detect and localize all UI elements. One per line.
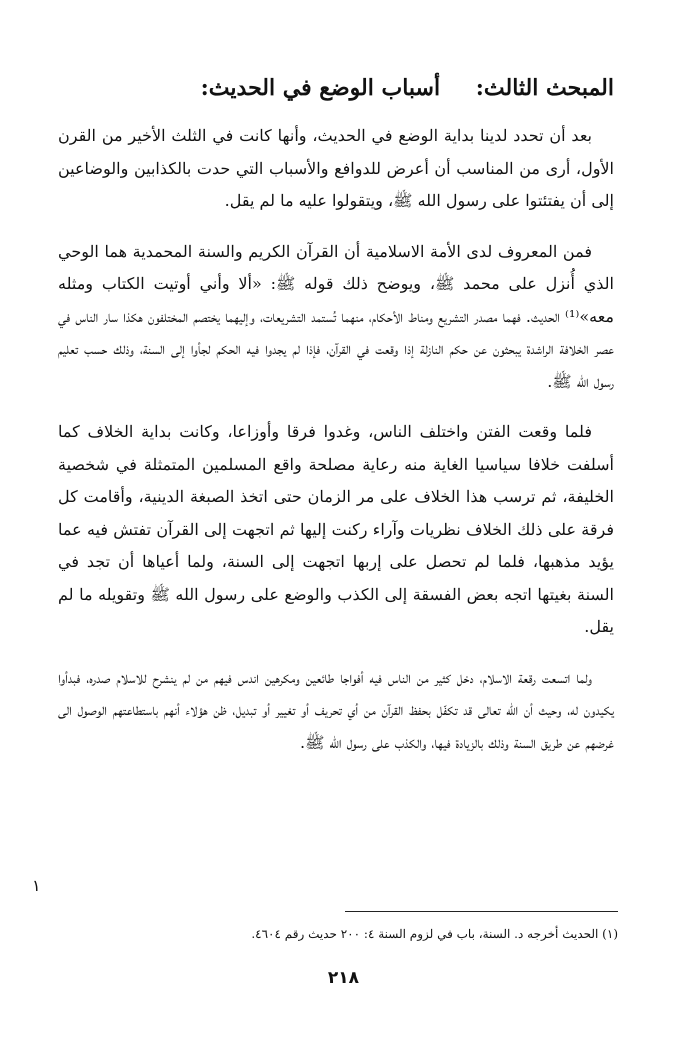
main-text	[58, 68, 614, 777]
section-heading	[58, 68, 614, 108]
footnote-divider	[345, 911, 618, 912]
margin-mark: ١	[32, 876, 41, 895]
footnote: (١) الحديث أخرجه د. السنة، باب في لزوم السنة ٤: ٢٠٠ حديث رقم ٤٦٠٤.	[251, 927, 618, 941]
paragraph-3: فلما وقعت الفتن واختلف الناس، وغدوا فرقا وأوزاعا، وكانت بداية الخلاف كما أسلفت خلافا سياسيا الغاية منه رعاية مصلحة واقع المسلمين المتمثلة في شخصية الخليفة، ثم ترسب هذا الخلاف على مر الزمان حتى اتخذ الصبغة الدينية، وأقامت كل فرقة على ذلك الخلاف نظريات وآراء ركنت إليها ثم اتجهت إلى القرآن تفتش فيه عما يؤيد مذهبها، فلما لم تحصل على إربها اتجهت إلى السنة، ولما أعياها أن تجد في السنة بغيتها اتجه بعض الفسقة إلى الكذب والوضع على رسول الله ﷺ وتقويله ما لم يقل.	[58, 422, 614, 636]
page-number: ٢١٨	[327, 968, 360, 988]
paragraph-2: فمن المعروف لدى الأمة الاسلامية أن القرآن الكريم والسنة المحمدية هما الوحي الذي أُنزل على محمد ﷺ، ويوضح ذلك قوله ﷺ: «ألا وأني أوتيت الكتاب ومثله معه»⁽¹⁾ الحديث. فهما مصدر التشريع ومناط الأحكام، منهما تُستمد التشريعات، وإليهما يختصم المختلفون هكذا سار الناس في عصر الخلافة الراشدة يبحثون عن حكم النازلة إذا وقعت في القرآن، فإذا لم يجدوا فيه الحكم لجأوا إلى السنة، وذلك حسب تعليم رسول الله ﷺ.	[58, 241, 615, 391]
paragraph-1: بعد أن تحدد لدينا بداية الوضع في الحديث، وأنها كانت في الثلث الأخير من القرن الأول، أرى من المناسب أن أعرض للدوافع والأسباب التي حدت بالكذابين والوضاعين إلى أن يفتئتوا على رسول الله ﷺ، ويتقولوا عليه ما لم يقل.	[58, 126, 615, 210]
paragraph-4: ولما اتسعت رقعة الاسلام، دخل كثير من الناس فيه أفواجا طائعين ومكرهين اندس فيهم من لم ينشرح للاسلام صدره، فبدأوا يكيدون له، وحيث أن الله تعالى قد تكفّل بحفظ القرآن من أي تحريف أو تغيير أو تبديل، ظن هؤلاء أنهم باستطاعتهم الوصول الى غرضهم عن طريق السنة وذلك بالزيادة فيها، والكذب على رسول الله ﷺ.	[58, 667, 614, 752]
heading-section-title: أسباب الوضع في الحديث:	[200, 75, 441, 101]
heading-section-number: المبحث الثالث:	[475, 75, 614, 101]
